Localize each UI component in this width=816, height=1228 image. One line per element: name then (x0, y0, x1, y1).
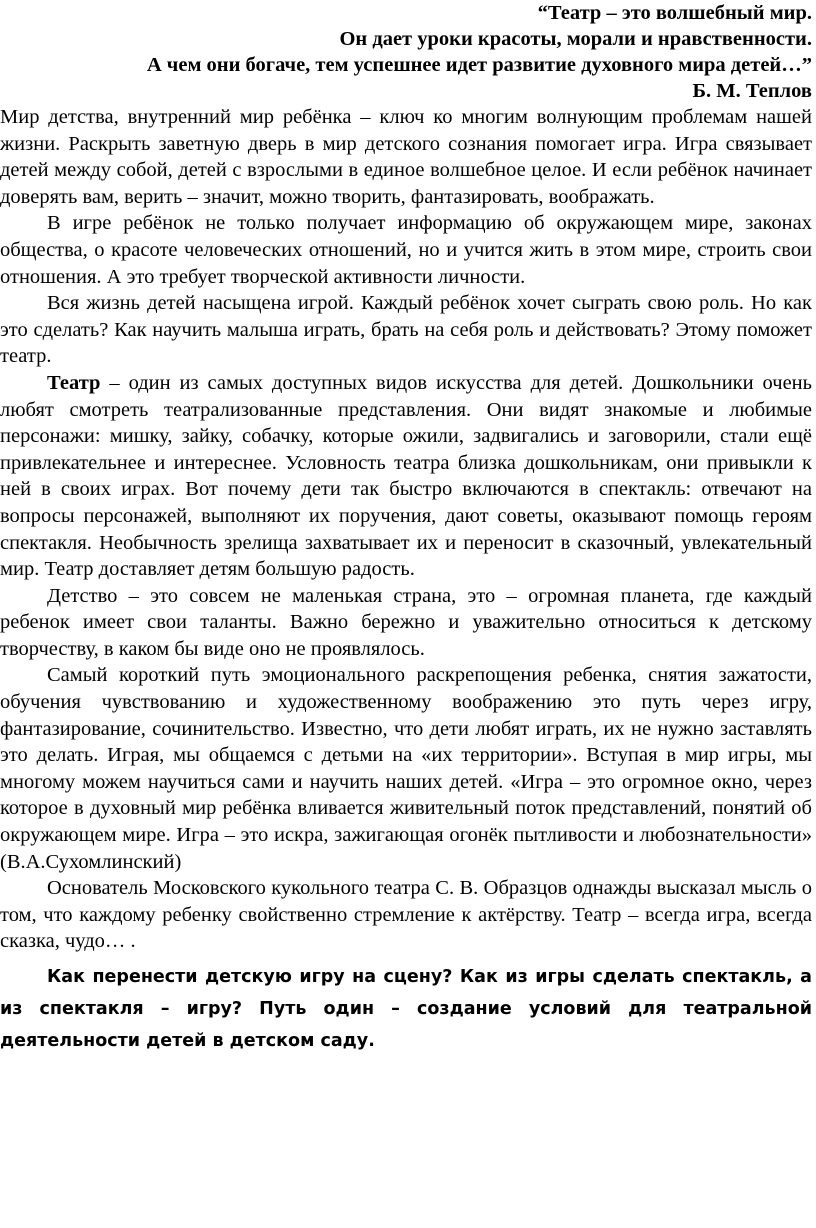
paragraph-2: В игре ребёнок не только получает информацию об окружающем мире, законах общества, о красоте человеческих отношений, но и учится жить в этом мире, строить свои отношения. А это требует творческой активности личности. (0, 212, 812, 288)
epigraph-line-1: “Театр – это волшебный мир. (537, 2, 812, 24)
paragraph-5: Детство – это совсем не маленькая страна, это – огромная планета, где каждый ребенок имеет свои таланты. Важно бережно и уважительно относиться к детскому творчеству, в каком бы виде оно не проявлялось. (0, 584, 812, 660)
document-body (0, 104, 816, 955)
epigraph-line-3: А чем они богаче, тем успешнее идет развитие духовного мира детей…” (146, 54, 812, 76)
theatre-term: Театр (47, 371, 101, 394)
paragraph-7: Основатель Московского кукольного театра С. В. Образцов однажды высказал мысль о том, что каждому ребенку свойственно стремление к актёрству. Театр – всегда игра, всегда сказка, чудо… . (0, 877, 812, 953)
paragraph-1: Мир детства, внутренний мир ребёнка – ключ ко многим волнующим проблемам нашей жизни. Раскрыть заветную дверь в мир детского сознания помогает игра. Игра связывает детей между собой, детей с взрослыми в единое волшебное целое. И если ребёнок начинает доверять вам, верить – значит, можно творить, фантазировать, воображать. (0, 106, 812, 208)
epigraph (0, 0, 816, 104)
epigraph-author: Б. М. Теплов (692, 80, 812, 102)
epigraph-line-2: Он дает уроки красоты, морали и нравственности. (339, 28, 812, 50)
paragraph-4 (0, 370, 812, 583)
paragraph-4-text: – один из самых доступных видов искусства для детей. Дошкольники очень любят смотреть театрализованные представления. Они видят знакомые и любимые персонажи: мишку, зайку, собачку, которые ожили, задвигались и заговорили, стали ещё привлекательнее и интереснее. Условность театра близка дошкольникам, они привыкли к ней в своих играх. Вот почему дети так быстро включаются в спектакль: отвечают на вопросы персонажей, выполняют их поручения, дают советы, оказывают помощь героям спектакля. Необычность зрелища захватывает их и переносит в сказочный, увлекательный мир. Театр доставляет детям большую радость. (0, 371, 812, 581)
paragraph-6: Самый короткий путь эмоционального раскрепощения ребенка, снятия зажатости, обучения чувствованию и художественному воображению это путь через игру, фантазирование, сочинительство. Известно, что дети любят играть, их не нужно заставлять это делать. Играя, мы общаемся с детьми на «их территории». Вступая в мир игры, мы многому можем научиться сами и научить наших детей. «Игра – это огромное окно, через которое в духовный мир ребёнка вливается живительный поток представлений, понятий об окружающем мире. Игра – это искра, зажигающая огонёк пытливости и любознательности» (В.А.Сухомлинский) (0, 664, 812, 873)
closing-question: Как перенести детскую игру на сцену? Как из игры сделать спектакль, а из спектакля – игру? Путь один – создание условий для театральной деятельности детей в детском саду. (0, 967, 812, 1051)
paragraph-3: Вся жизнь детей насыщена игрой. Каждый ребёнок хочет сыграть свою роль. Но как это сделать? Как научить малыша играть, брать на себя роль и действовать? Этому поможет театр. (0, 292, 812, 368)
